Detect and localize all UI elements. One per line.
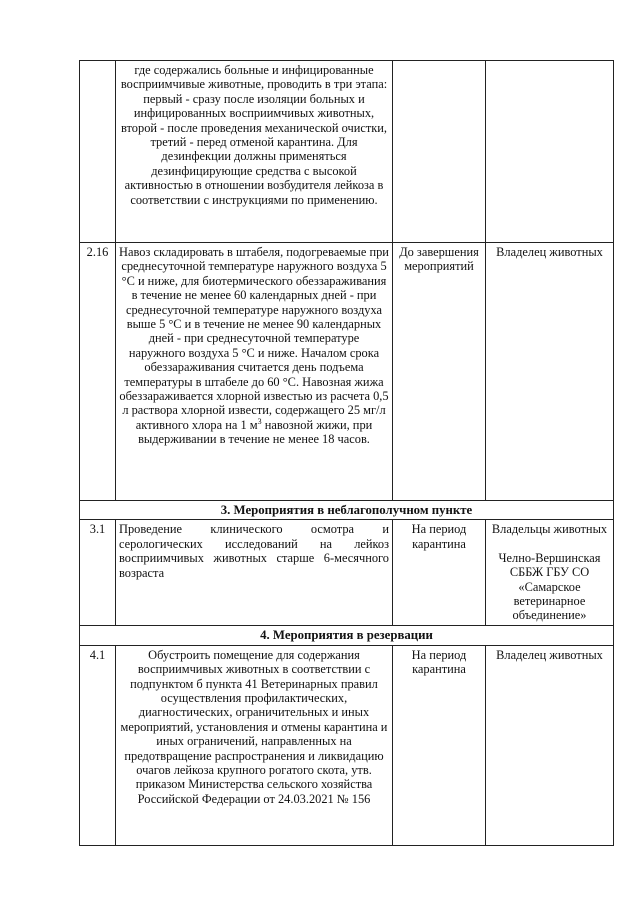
measures-table (79, 60, 614, 846)
measure-text-part: Навоз складировать в штабеля, подогреваемые при среднесуточной температуре наружного воздуха 5 °С и ниже, для биотермического обеззараживания в течение не менее 60 календарных дней - при среднесуточной температуре наружного воздуха выше 5 °С и в течение не менее 90 календарных дней - при среднесуточной температуре наружного воздуха 5 °С и ниже. Началом срока обеззараживания считается день подъема температуры в штабеле до 60 °С. Навозная жижа обеззараживается хлорной известью из расчета 0,5 л раствора хлорной извести, содержащего 25 мг/л активного хлора на 1 м (119, 245, 389, 432)
row-number: 4.1 (80, 645, 116, 845)
row-number: 2.16 (80, 243, 116, 501)
term-cell (393, 61, 486, 243)
term-text: До завершения мероприятий (393, 243, 486, 501)
measure-text (116, 243, 393, 501)
superscript: 3 (257, 416, 262, 426)
measure-text: Обустроить помещение для содержания восприимчивых животных в соответствии с подпунктом б пункта 41 Ветеринарных правил осуществления профилактических, диагностических, ограничительных и иных мероприятий, установления и отмены карантина и иных ограничений, направленных на предотвращение распространения и ликвидацию очагов лейкоза крупного рогатого скота, утв. приказом Министерства сельского хозяйства Российской Федерации от 24.03.2021 № 156 (116, 645, 393, 845)
table-row (80, 645, 614, 845)
table-row (80, 61, 614, 243)
row-number: 3.1 (80, 520, 116, 626)
row-number-cell (80, 61, 116, 243)
term-text: На период карантина (393, 645, 486, 845)
owner-text: Владельцы животных (491, 522, 608, 537)
term-text: На период карантина (393, 520, 486, 626)
owner-text: Владелец животных (486, 243, 614, 501)
section-header-row (80, 501, 614, 520)
measure-text-part: навозной жижи, при выдерживании в течение не менее 18 часов. (138, 417, 373, 447)
table-row (80, 520, 614, 626)
section-title: 4. Мероприятия в резервации (80, 626, 614, 645)
measure-text: Проведение клинического осмотра и серологических исследований на лейкоз восприимчивых животных старше 6-месячного возраста (116, 520, 393, 626)
owner-cell (486, 520, 614, 626)
organization-text: Челно-Вершинская СББЖ ГБУ СО «Самарское ветеринарное объединение» (498, 550, 601, 623)
table-row (80, 243, 614, 501)
section-title: 3. Мероприятия в неблагополучном пункте (80, 501, 614, 520)
owner-cell (486, 61, 614, 243)
measure-text: где содержались больные и инфицированные восприимчивые животные, проводить в три этапа: первый - сразу после изоляции больных и инфицированных восприимчивых животных, второй - после проведения механической очистки, третий - перед отменой карантина. Для дезинфекции должны применяться дезинфицирующие средства с высокой активностью в отношении возбудителя лейкоза в соответствии с инструкциями по применению. (116, 61, 393, 243)
owner-text: Владелец животных (486, 645, 614, 845)
section-header-row (80, 626, 614, 645)
